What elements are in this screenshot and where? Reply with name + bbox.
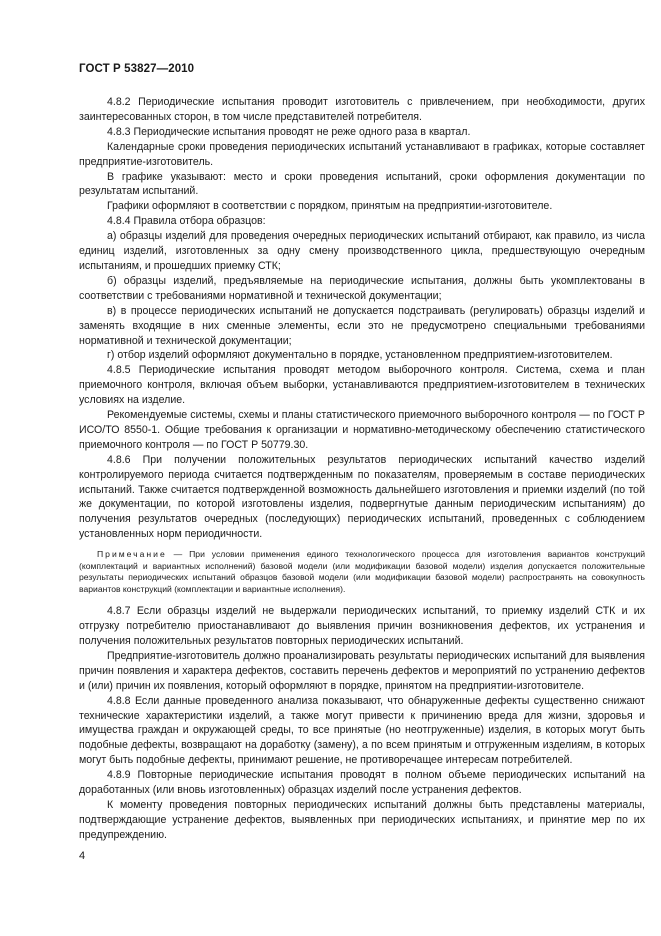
paragraph-4-8-3: 4.8.3 Периодические испытания проводят не реже одного раза в квартал. (107, 125, 471, 138)
paragraph-calendar-schedules: Календарные сроки проведения периодических испытаний устанавливают в графиках, которые составляет предприятие-изготовитель. (79, 140, 645, 168)
note-text: — При условии применения единого технологического процесса для изготовления вариантов конструкций (комплектаций и вариантных исполнений) базовой модели (или модификации базовой модели) изделия допускается положительные результаты периодических испытаний образцов базовой модели (или модификации базовой модели) распространять на совокупность вариантов конструкций (комплектации и вариантные исполнения). (79, 549, 645, 594)
list-item-v: в) в процессе периодических испытаний не допускается подстраивать (регулировать) образцы изделий и заменять входящие в них сменные элементы, если это не предусмотрено специальными требованиями нормативной и технической документации; (79, 304, 645, 347)
paragraph-4-8-9: 4.8.9 Повторные периодические испытания проводят в полном объеме периодических испытаний на доработанных (или вновь изготовленных) образцах изделий после устранения дефектов. (79, 769, 645, 797)
paragraph-4-8-4: 4.8.4 Правила отбора образцов: (107, 215, 266, 228)
list-item-a: а) образцы изделий для проведения очередных периодических испытаний отбирают, как правило, из числа единиц изделий, изготовленных за одну смену производственного цикла, предшествующую очередным испытаниям, и прошедших приемку СТК; (79, 230, 645, 272)
note-label: Примечание (97, 549, 167, 560)
note-block (79, 549, 645, 595)
list-item-g: г) отбор изделий оформляют документально в порядке, установленном предприятием-изготовителем. (107, 349, 613, 362)
paragraph-4-8-7: 4.8.7 Если образцы изделий не выдержали периодических испытаний, то приемку изделий СТК и их отгрузку потребителю приостанавливают до выявления причин возникновения дефектов, их устранения и получения положительных результатов повторных периодических испытаний. (79, 605, 645, 647)
paragraph-schedule-contents: В графике указывают: место и сроки проведения испытаний, сроки оформления документации по результатам испытаний. (79, 170, 645, 198)
paragraph-4-8-2: 4.8.2 Периодические испытания проводит изготовитель с привлечением, при необходимости, других заинтересованных сторон, в том числе представителей потребителя. (79, 96, 645, 123)
paragraph-4-8-6: 4.8.6 При получении положительных результатов периодических испытаний качество изделий контролируемого периода считается подтвержденным по показателям, проверяемым в составе периодических испытаний. Также считается подтвержденной возможность дальнейшего изготовления и приемки изделий (по той же документации, по которой изготовлены изделия, подвергнутые данным периодическим испытаниям) до получения результатов очередных (последующих) периодических испытаний, проведенных с соблюдением установленных норм периодичности. (79, 453, 645, 541)
paragraph-4-8-5: 4.8.5 Периодические испытания проводят методом выборочного контроля. Система, схема и план приемочного контроля, включая объем выборки, устанавливаются предприятием-изготовителем в технических условиях на изделие. (79, 364, 645, 407)
list-item-b: б) образцы изделий, предъявляемые на периодические испытания, должны быть укомплектованы в соответствии с требованиями нормативной и технической документации; (79, 274, 645, 302)
page-number: 4 (79, 850, 86, 862)
paragraph-defect-analysis: Предприятие-изготовитель должно проанализировать результаты периодических испытаний для выявления причин появления и характера дефектов, составить перечень дефектов и мероприятий по устранению дефектов и (или) причин их появления, который оформляют в порядке, принятом на предприятии-изготовителе. (79, 649, 645, 692)
paragraph-4-8-8: 4.8.8 Если данные проведенного анализа показывают, что обнаруженные дефекты существенно снижают технические характеристики изделий, а также могут привести к причинению вреда для жизни, здоровья и имущества граждан и окружающей среды, то все принятые (но неотгруженные) изделия, в которых могут быть подобные дефекты, возвращают на доработку (замену), а по всем принятым и отгруженным изделиям, в которых могут быть подобные дефекты, принимают решение, не противоречащее интересам потребителей. (79, 694, 645, 767)
document-body (79, 95, 645, 843)
paragraph-schedule-formalization: Графики оформляют в соответствии с порядком, принятым на предприятии-изготовителе. (107, 200, 553, 213)
paragraph-recommended-systems: Рекомендуемые системы, схемы и планы статистического приемочного выборочного контроля — по ГОСТ Р ИСО/ТО 8550-1. Общие требования к организации и нормативно-методическому обеспечению статистического приемочного контроля — по ГОСТ Р 50779.30. (79, 409, 645, 451)
paragraph-repeat-tests-materials: К моменту проведения повторных периодических испытаний должны быть представлены материалы, подтверждающие устранение дефектов, выявленных при периодических испытаниях, и принятие мер по их предупреждению. (79, 798, 645, 841)
document-header: ГОСТ Р 53827—2010 (79, 63, 195, 75)
